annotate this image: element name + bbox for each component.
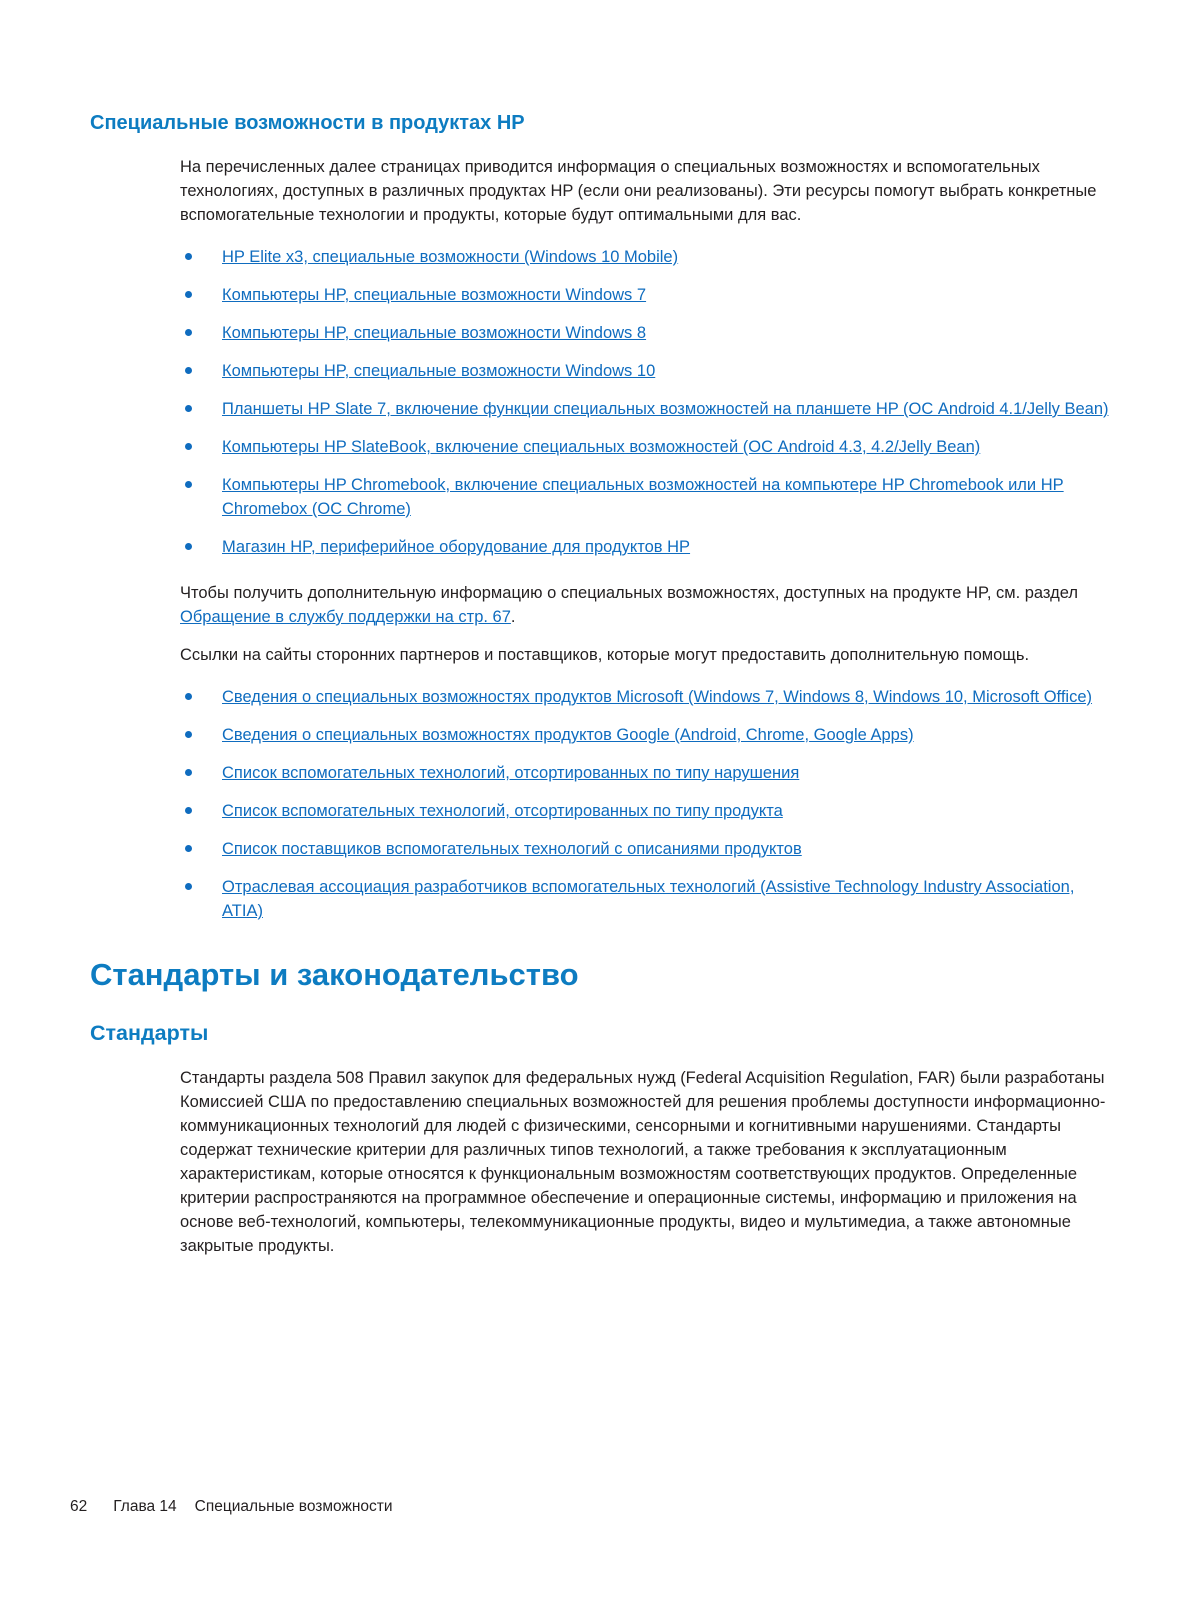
accessibility-link[interactable]: Компьютеры HP, специальные возможности Windows 10 <box>222 362 656 380</box>
support-contact-link[interactable]: Обращение в службу поддержки на стр. 67 <box>180 608 511 626</box>
hp-product-links-list <box>180 245 1114 559</box>
list-item <box>180 535 1114 559</box>
bullet-icon <box>185 693 192 700</box>
accessibility-link[interactable]: Компьютеры HP, специальные возможности Windows 8 <box>222 324 647 342</box>
accessibility-link[interactable]: Компьютеры HP Chromebook, включение специальных возможностей на компьютере HP Chromebook или HP Chromebox (ОС Chrome) <box>222 476 1064 518</box>
list-item <box>180 245 1114 269</box>
page-footer <box>70 1497 393 1517</box>
bullet-icon <box>185 253 192 260</box>
accessibility-intro-paragraph: На перечисленных далее страницах приводится информация о специальных возможностях и вспомогательных технологиях, доступных в различных продуктах HP (если они реализованы). Эти ресурсы помогут выбрать конкретные вспомогательные технологии и продукты, которые будут оптимальными для вас. <box>180 158 1097 224</box>
accessibility-link[interactable]: Компьютеры HP SlateBook, включение специальных возможностей (ОС Android 4.3, 4.2/Jelly Bean) <box>222 438 981 456</box>
footer-section-title: Специальные возможности <box>194 1498 393 1515</box>
list-item <box>180 435 1114 459</box>
bullet-icon <box>185 731 192 738</box>
footer-page-number: 62 <box>70 1498 88 1515</box>
bullet-icon <box>185 443 192 450</box>
accessibility-section-heading: Специальные возможности в продуктах HP <box>90 112 525 134</box>
partner-links-list <box>180 685 1114 923</box>
accessibility-link[interactable]: Магазин HP, периферийное оборудование для продуктов HP <box>222 538 691 556</box>
bullet-icon <box>185 291 192 298</box>
accessibility-section-body <box>180 155 1114 923</box>
list-item <box>180 837 1114 861</box>
list-item <box>180 761 1114 785</box>
standards-paragraph: Стандарты раздела 508 Правил закупок для федеральных нужд (Federal Acquisition Regulation, FAR) были разработаны Комиссией США по предоставлению специальных возможностей для решения проблемы доступности информационно-коммуникационных технологий для людей с физическими, сенсорными и когнитивными нарушениями. Стандарты содержат технические критерии для различных типов технологий, а также требования к эксплуатационным характеристикам, которые относятся к функциональным возможностям соответствующих продуктов. Определенные критерии распространяются на программное обеспечение и операционные системы, информацию и приложения на основе веб-технологий, компьютеры, телекоммуникационные продукты, видео и мультимедиа, а также автономные закрытые продукты. <box>180 1069 1106 1255</box>
list-item <box>180 283 1114 307</box>
list-item <box>180 799 1114 823</box>
accessibility-link[interactable]: Планшеты HP Slate 7, включение функции специальных возможностей на планшете HP (ОС Android 4.1/Jelly Bean) <box>222 400 1109 418</box>
standards-sub-heading: Стандарты <box>90 1021 209 1045</box>
footer-chapter-label: Глава 14 <box>113 1498 177 1515</box>
list-item <box>180 359 1114 383</box>
support-text-end: . <box>510 608 516 626</box>
bullet-icon <box>185 769 192 776</box>
partner-link[interactable]: Сведения о специальных возможностях продуктов Google (Android, Chrome, Google Apps) <box>222 726 914 744</box>
accessibility-link[interactable]: Компьютеры HP, специальные возможности Windows 7 <box>222 286 647 304</box>
list-item <box>180 397 1114 421</box>
bullet-icon <box>185 543 192 550</box>
standards-chapter-heading: Стандарты и законодательство <box>90 957 579 992</box>
list-item <box>180 875 1114 923</box>
standards-section-body <box>180 1066 1114 1258</box>
list-item <box>180 685 1114 709</box>
list-item <box>180 321 1114 345</box>
bullet-icon <box>185 845 192 852</box>
list-item <box>180 723 1114 747</box>
accessibility-link[interactable]: HP Elite x3, специальные возможности (Windows 10 Mobile) <box>222 248 679 266</box>
partner-link[interactable]: Сведения о специальных возможностях продуктов Microsoft (Windows 7, Windows 8, Windows 10, Microsoft Office) <box>222 688 1093 706</box>
partners-intro-paragraph: Ссылки на сайты сторонних партнеров и поставщиков, которые могут предоставить дополнительную помощь. <box>180 646 1030 664</box>
bullet-icon <box>185 367 192 374</box>
bullet-icon <box>185 807 192 814</box>
bullet-icon <box>185 481 192 488</box>
bullet-icon <box>185 329 192 336</box>
bullet-icon <box>185 405 192 412</box>
list-item <box>180 473 1114 521</box>
support-text: Чтобы получить дополнительную информацию о специальных возможностях, доступных на продукте HP, см. раздел <box>180 584 1079 602</box>
support-paragraph <box>180 581 1114 629</box>
partner-link[interactable]: Список вспомогательных технологий, отсортированных по типу нарушения <box>222 764 800 782</box>
bullet-icon <box>185 883 192 890</box>
partner-link[interactable]: Список поставщиков вспомогательных технологий с описаниями продуктов <box>222 840 802 858</box>
partner-link[interactable]: Отраслевая ассоциация разработчиков вспомогательных технологий (Assistive Technology Industry Association, ATIA) <box>222 878 1075 920</box>
partner-link[interactable]: Список вспомогательных технологий, отсортированных по типу продукта <box>222 802 783 820</box>
